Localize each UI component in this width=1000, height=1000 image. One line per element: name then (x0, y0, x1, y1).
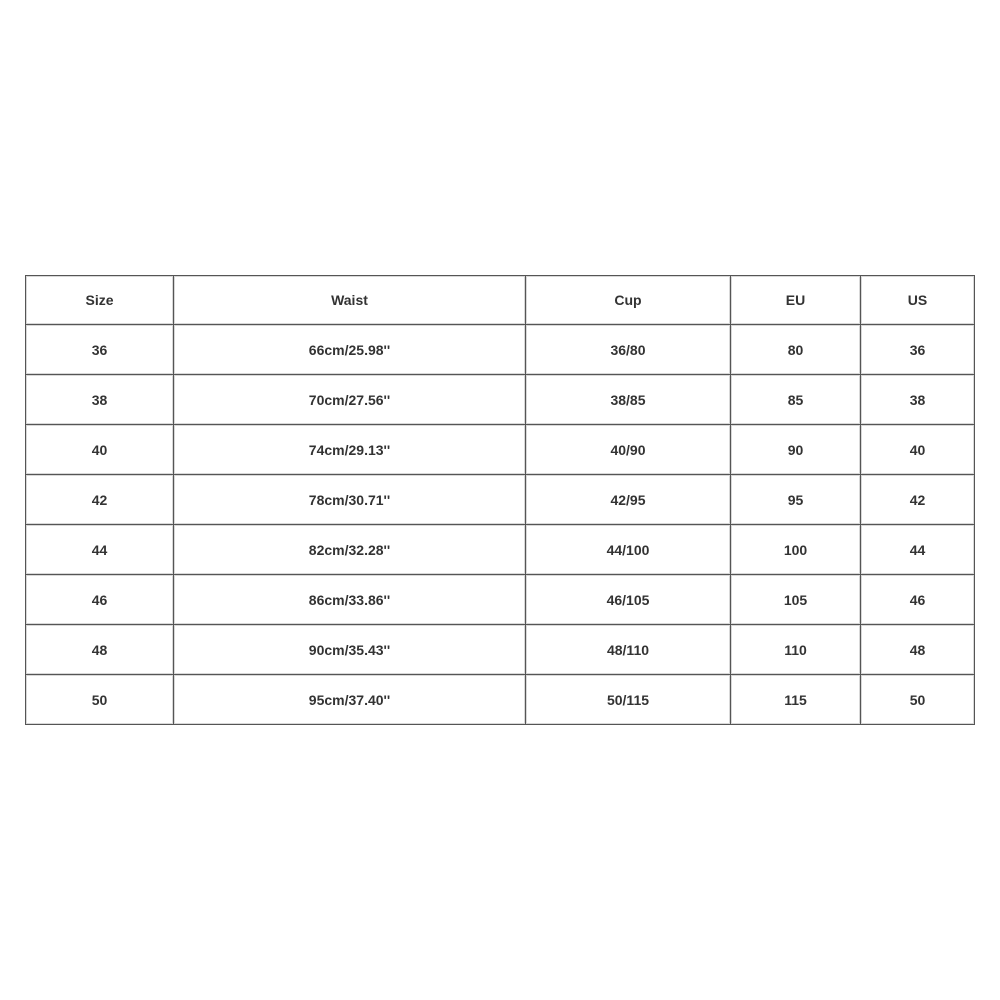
cell-cup: 36/80 (526, 325, 731, 375)
cell-cup: 44/100 (526, 525, 731, 575)
cell-cup: 46/105 (526, 575, 731, 625)
header-size: Size (26, 276, 174, 325)
table-row (26, 325, 975, 375)
table-row (26, 625, 975, 675)
cell-waist: 82cm/32.28'' (174, 525, 526, 575)
header-row (26, 276, 975, 325)
cell-waist: 78cm/30.71'' (174, 475, 526, 525)
cell-waist: 86cm/33.86'' (174, 575, 526, 625)
header-waist: Waist (174, 276, 526, 325)
size-chart-table (25, 275, 975, 725)
cell-waist: 95cm/37.40'' (174, 675, 526, 725)
cell-cup: 38/85 (526, 375, 731, 425)
cell-size: 44 (26, 525, 174, 575)
cell-waist: 66cm/25.98'' (174, 325, 526, 375)
header-us: US (861, 276, 975, 325)
cell-us: 46 (861, 575, 975, 625)
cell-waist: 90cm/35.43'' (174, 625, 526, 675)
cell-eu: 100 (731, 525, 861, 575)
cell-waist: 74cm/29.13'' (174, 425, 526, 475)
cell-size: 50 (26, 675, 174, 725)
table-row (26, 675, 975, 725)
table-row (26, 575, 975, 625)
cell-us: 36 (861, 325, 975, 375)
cell-eu: 95 (731, 475, 861, 525)
cell-us: 44 (861, 525, 975, 575)
cell-us: 40 (861, 425, 975, 475)
cell-waist: 70cm/27.56'' (174, 375, 526, 425)
cell-eu: 110 (731, 625, 861, 675)
cell-size: 46 (26, 575, 174, 625)
table-row (26, 425, 975, 475)
cell-eu: 105 (731, 575, 861, 625)
table-row (26, 525, 975, 575)
cell-size: 38 (26, 375, 174, 425)
cell-cup: 42/95 (526, 475, 731, 525)
cell-cup: 50/115 (526, 675, 731, 725)
table-row (26, 375, 975, 425)
cell-size: 48 (26, 625, 174, 675)
cell-size: 40 (26, 425, 174, 475)
cell-us: 48 (861, 625, 975, 675)
cell-us: 50 (861, 675, 975, 725)
cell-us: 38 (861, 375, 975, 425)
header-eu: EU (731, 276, 861, 325)
cell-eu: 115 (731, 675, 861, 725)
cell-eu: 85 (731, 375, 861, 425)
cell-cup: 40/90 (526, 425, 731, 475)
cell-us: 42 (861, 475, 975, 525)
cell-eu: 90 (731, 425, 861, 475)
table-row (26, 475, 975, 525)
cell-eu: 80 (731, 325, 861, 375)
cell-cup: 48/110 (526, 625, 731, 675)
header-cup: Cup (526, 276, 731, 325)
cell-size: 42 (26, 475, 174, 525)
cell-size: 36 (26, 325, 174, 375)
